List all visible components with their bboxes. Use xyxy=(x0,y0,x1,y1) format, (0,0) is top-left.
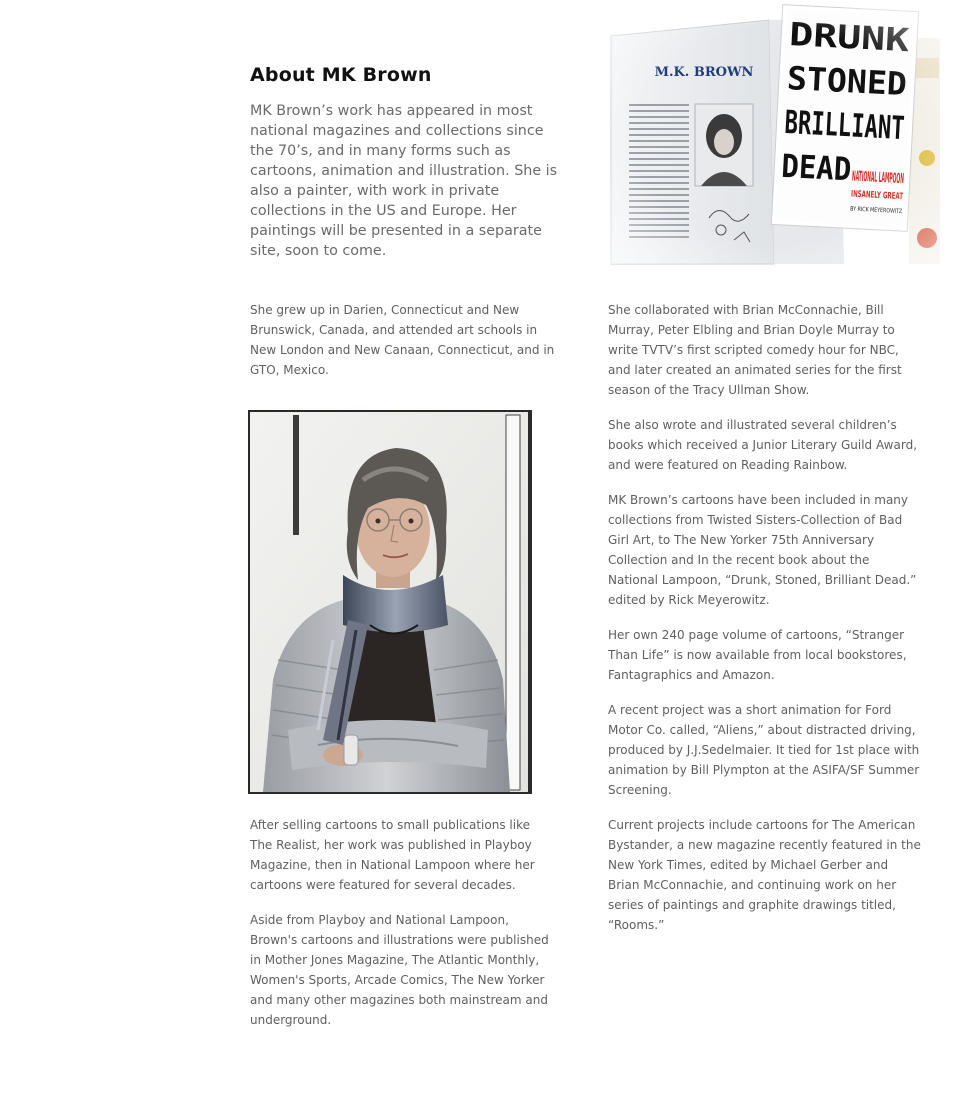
bio-paragraph-early-career: After selling cartoons to small publications like The Realist, her work was published in Playboy Magazine, then in National Lampoon where her cartoons were featured for several decades. xyxy=(250,818,535,892)
intro-paragraph: MK Brown’s work has appeared in most national magazines and collections since the 70’s, and in many forms such as cartoons, animation and illustration. She is also a painter, with work in private collections in the US and Europe. Her paintings will be presented in a separate site, soon to come. xyxy=(250,103,558,259)
bio-paragraph-collections: MK Brown’s cartoons have been included in many collections from Twisted Sisters-Collection of Bad Girl Art, to The New Yorker 75th Anniversary Collection and In the recent book about the National Lampoon, “Drunk, Stoned, Brilliant Dead.” edited by Rick Meyerowitz. xyxy=(608,493,917,607)
left-column xyxy=(250,300,565,395)
bio-paragraph-animation: A recent project was a short animation for Ford Motor Co. called, “Aliens,” about distracted driving, produced by J.J.Sedelmaier. It tied for 1st place with animation by Bill Plympton at the ASIFA/SF Summer Screening. xyxy=(608,703,920,797)
bio-paragraph-current-projects: Current projects include cartoons for The American Bystander, a new magazine recently featured in the New York Times, edited by Michael Gerber and Brian McConnachie, and continuing work on her series of paintings and graphite drawings titled, “Rooms.” xyxy=(608,818,921,932)
bio-paragraph-upbringing: She grew up in Darien, Connecticut and New Brunswick, Canada, and attended art schools in New London and New Canaan, Connecticut, and in GTO, Mexico. xyxy=(250,303,555,377)
left-column-lower xyxy=(250,815,555,1045)
book-cover-image xyxy=(609,8,940,264)
bio-paragraph-stranger-than-life: Her own 240 page volume of cartoons, “Stranger Than Life” is now available from local bookstores, Fantagraphics and Amazon. xyxy=(608,628,907,682)
bio-paragraph-collaboration: She collaborated with Brian McConnachie, Bill Murray, Peter Elbling and Brian Doyle Murray to write TVTV’s first scripted comedy hour for NBC, and later created an animated series for the first season of the Tracy Ullman Show. xyxy=(608,303,902,397)
right-column xyxy=(608,300,923,950)
portrait-photo xyxy=(248,410,532,794)
bio-paragraph-publications: Aside from Playboy and National Lampoon, Brown's cartoons and illustrations were published in Mother Jones Magazine, The Atlantic Monthly, Women's Sports, Arcade Comics, The New Yorker and many other magazines both mainstream and underground. xyxy=(250,913,549,1027)
bio-paragraph-childrens-books: She also wrote and illustrated several children’s books which received a Junior Literary Guild Award, and were featured on Reading Rainbow. xyxy=(608,418,918,472)
page-title: About MK Brown xyxy=(250,64,432,86)
